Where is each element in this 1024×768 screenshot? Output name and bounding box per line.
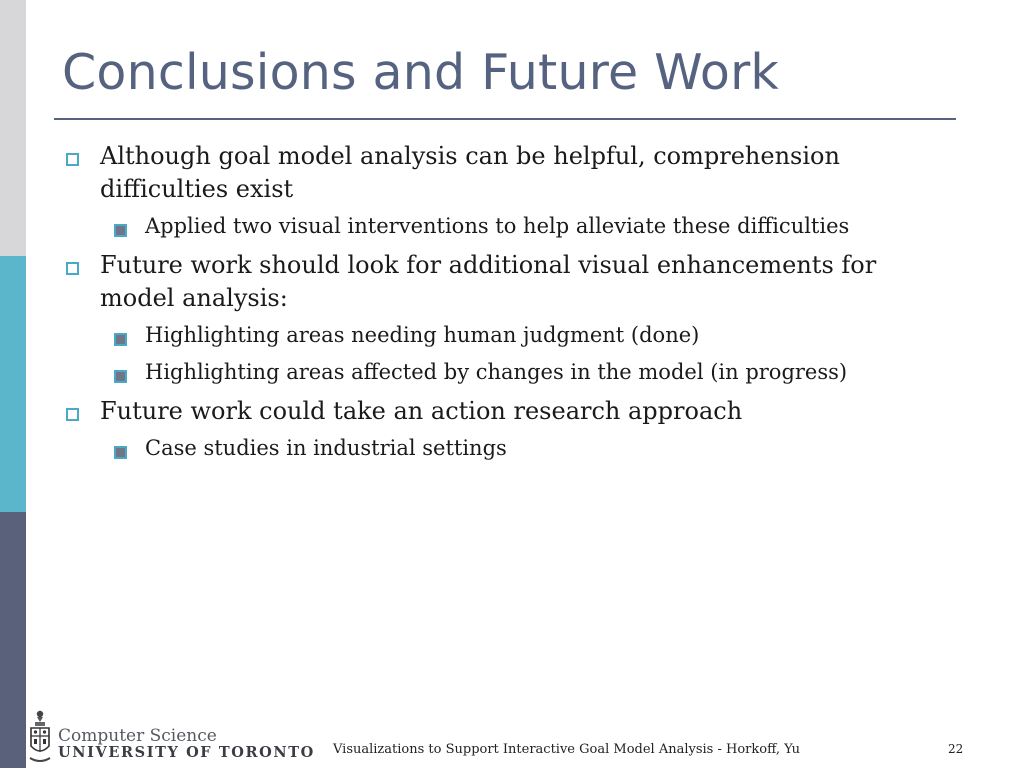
- bullet-list: [58, 140, 938, 471]
- footer-caption: Visualizations to Support Interactive Goal Model Analysis - Horkoff, Yu: [333, 742, 800, 757]
- bullet-item: [58, 249, 938, 387]
- sub-bullet-text: Highlighting areas needing human judgment (done): [145, 323, 700, 347]
- bullet-item: [58, 395, 938, 463]
- side-bar-top: [0, 0, 26, 256]
- filled-square-bullet-icon: [114, 370, 127, 383]
- page-number: 22: [948, 742, 964, 756]
- university-crest-icon: [28, 708, 52, 766]
- sub-bullet-text: Case studies in industrial settings: [145, 436, 507, 460]
- sub-bullet-text: Applied two visual interventions to help alleviate these difficulties: [145, 214, 850, 238]
- filled-square-bullet-icon: [114, 224, 127, 237]
- sub-bullet-item: [100, 212, 938, 241]
- sub-bullet-item: [100, 434, 938, 463]
- side-bar-middle: [0, 256, 26, 512]
- sub-bullet-text: Highlighting areas affected by changes in the model (in progress): [145, 360, 848, 384]
- university-logo: [28, 708, 315, 766]
- sub-bullet-list: [100, 321, 938, 387]
- square-bullet-icon: [66, 408, 79, 421]
- sub-bullet-list: [100, 434, 938, 463]
- sub-bullet-item: [100, 358, 938, 387]
- logo-department: Computer Science: [58, 726, 217, 746]
- bullet-text: Although goal model analysis can be helpful, comprehension difficulties exist: [100, 142, 840, 203]
- square-bullet-icon: [66, 262, 79, 275]
- side-bar-bottom: [0, 512, 26, 768]
- sub-bullet-item: [100, 321, 938, 350]
- sub-bullet-list: [100, 212, 938, 241]
- bullet-item: [58, 140, 938, 241]
- filled-square-bullet-icon: [114, 446, 127, 459]
- filled-square-bullet-icon: [114, 333, 127, 346]
- bullet-text: Future work could take an action research approach: [100, 397, 743, 425]
- square-bullet-icon: [66, 153, 79, 166]
- title-underline: [54, 118, 956, 120]
- logo-university: UNIVERSITY OF TORONTO: [58, 744, 315, 761]
- bullet-text: Future work should look for additional visual enhancements for model analysis:: [100, 251, 877, 312]
- slide-title: Conclusions and Future Work: [62, 44, 780, 101]
